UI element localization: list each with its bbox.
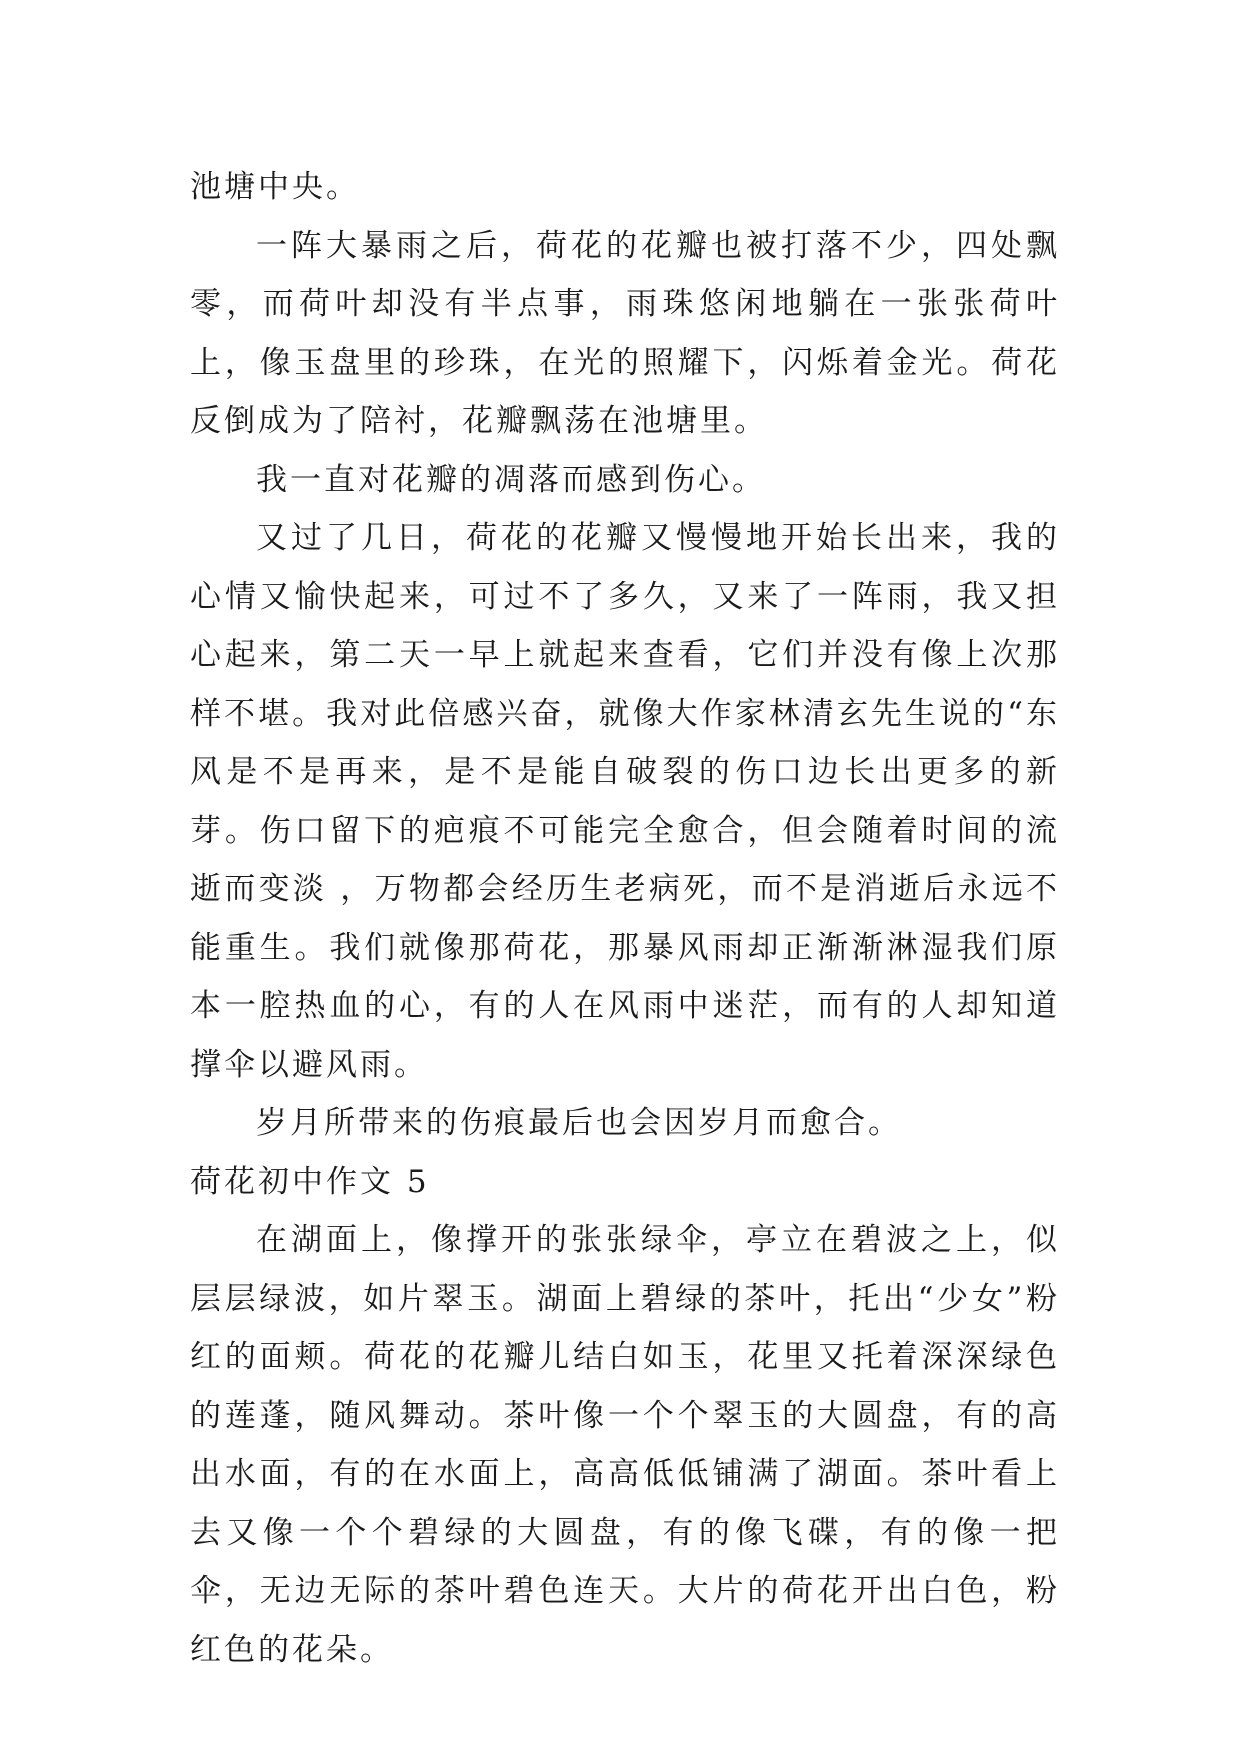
paragraph: 岁月所带来的伤痕最后也会因岁月而愈合。 (256, 1105, 902, 1141)
section-title: 荷花初中作文 5 (190, 1163, 430, 1200)
paragraph: 一阵大暴雨之后，荷花的花瓣也被打落不少，四处飘零，而荷叶却没有半点事，雨珠悠闲地躺在一张张荷叶上，像玉盘里的珍珠，在光的照耀下，闪烁着金光。荷花反倒成为了陪衬，花瓣飘荡在池塘里。 (190, 227, 1060, 439)
essay-body (190, 158, 1060, 1679)
paragraph: 在湖面上，像撑开的张张绿伞，亭立在碧波之上，似层层绿波，如片翠玉。湖面上碧绿的茶叶，托出“少女”粉红的面颊。荷花的花瓣儿结白如玉，花里又托着深深绿色的莲蓬，随风舞动。茶叶像一个个翠玉的大圆盘，有的高出水面，有的在水面上，高高低低铺满了湖面。茶叶看上去又像一个个碧绿的大圆盘，有的像飞碟，有的像一把伞，无边无际的茶叶碧色连天。大片的荷花开出白色，粉红色的花朵。 (190, 1222, 1060, 1668)
paragraph: 我一直对花瓣的凋落而感到伤心。 (256, 461, 766, 498)
lead-fragment: 池塘中央。 (190, 169, 360, 205)
paragraph: 又过了几日，荷花的花瓣又慢慢地开始长出来，我的心情又愉快起来，可过不了多久，又来了一阵雨，我又担心起来，第二天一早上就起来查看，它们并没有像上次那样不堪。我对此倍感兴奋，就像大作家林清玄先生说的“东风是不是再来，是不是能自破裂的伤口边长出更多的新芽。伤口留下的疤痕不可能完全愈合，但会随着时间的流逝而变淡 ，万物都会经历生老病死，而不是消逝后永远不能重生。我们就像那荷花，那暴风雨却正渐渐淋湿我们原本一腔热血的心，有的人在风雨中迷茫，而有的人却知道撑伞以避风雨。 (190, 520, 1060, 1083)
